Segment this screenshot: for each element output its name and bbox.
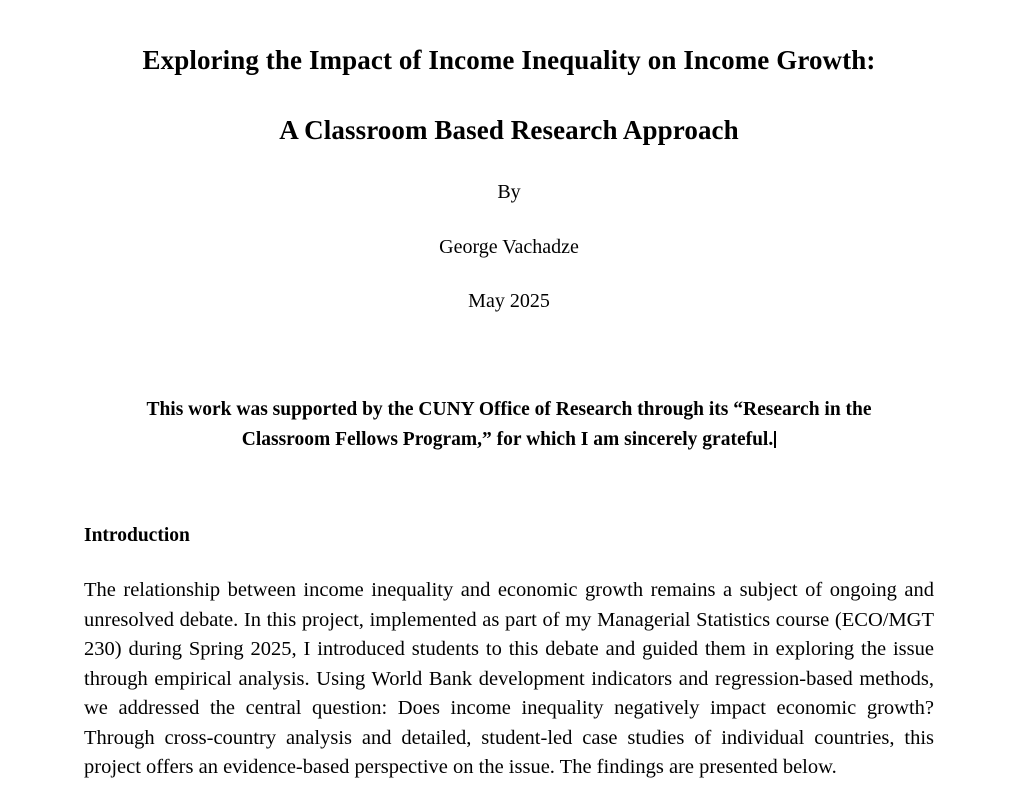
- document-date: May 2025: [468, 289, 550, 312]
- document-title-line-1: Exploring the Impact of Income Inequality on Income Growth:: [142, 45, 876, 75]
- text-cursor: [774, 431, 776, 448]
- introduction-paragraph: The relationship between income inequality and economic growth remains a subject of ongoing and unresolved debate. In this project, implemented as part of my Managerial Statistics course (ECO/MGT 230) during Spring 2025, I introduced students to this debate and guided them in exploring the issue through empirical analysis. Using World Bank development indicators and regression-based methods, we addressed the central question: Does income inequality negatively impact economic growth? Through cross-country analysis and detailed, student-led case studies of individual countries, this project offers an evidence-based perspective on the issue. The findings are presented below.: [84, 579, 934, 779]
- document-title-line-2: A Classroom Based Research Approach: [279, 115, 739, 146]
- author-name: George Vachadze: [439, 235, 579, 258]
- acknowledgement-note: [84, 395, 934, 455]
- byline-label: By: [497, 180, 521, 203]
- section-heading-introduction: Introduction: [84, 525, 190, 547]
- acknowledgement-text: This work was supported by the CUNY Office of Research through its “Research in the Classroom Fellows Program,” for which I am sincerely grateful.: [146, 398, 872, 450]
